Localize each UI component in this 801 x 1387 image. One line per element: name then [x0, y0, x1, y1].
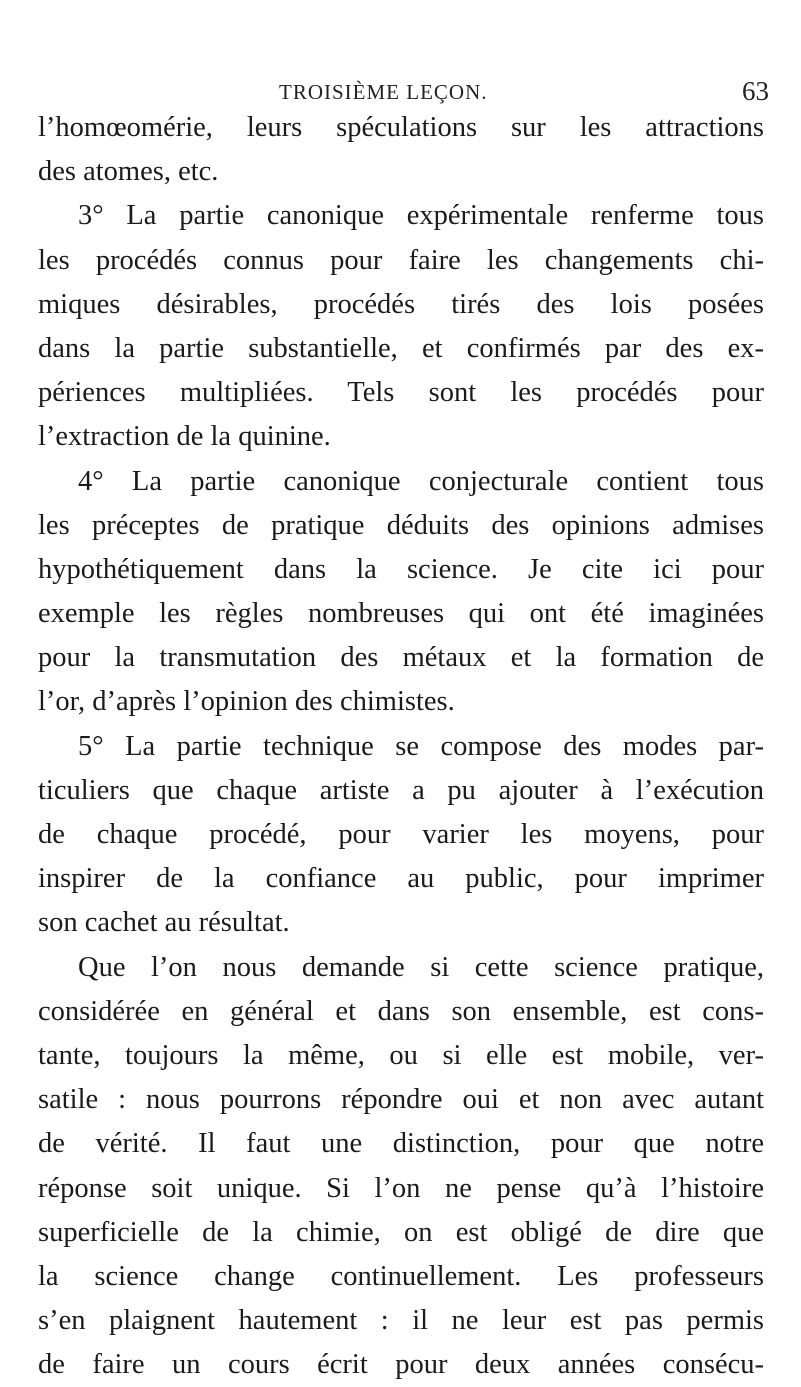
text-line: 5° La partie technique se compose des modes par- [78, 730, 764, 762]
text-line: de chaque procédé, pour varier les moyens, pour [38, 819, 764, 850]
running-head: TROISIÈME LEÇON. [279, 80, 488, 104]
text-line: superficielle de la chimie, on est obligé de dire que [38, 1216, 764, 1248]
text-line: tante, toujours la même, ou si elle est mobile, ver- [38, 1039, 764, 1071]
text-line: 3° La partie canonique expérimentale renferme tous [78, 200, 764, 232]
text-line: les préceptes de pratique déduits des opinions admises [38, 509, 764, 541]
text-line: les procédés connus pour faire les changements chi- [38, 244, 764, 276]
text-line: l’extraction de la quinine. [38, 421, 331, 453]
page-number: 63 [742, 76, 769, 106]
text-line: l’homœomérie, leurs spéculations sur les attractions [38, 112, 764, 143]
text-line: miques désirables, procédés tirés des lois posées [38, 288, 764, 320]
text-line: s’en plaignent hautement : il ne leur est pas permis [38, 1305, 764, 1337]
text-line: de faire un cours écrit pour deux années consécu- [38, 1349, 764, 1381]
text-line: la science change continuellement. Les professeurs [38, 1260, 764, 1292]
text-line: périences multipliées. Tels sont les procédés pour [38, 377, 764, 409]
text-line: exemple les règles nombreuses qui ont été imaginées [38, 598, 764, 630]
text-line: 4° La partie canonique conjecturale contient tous [78, 465, 764, 497]
text-line: son cachet au résultat. [38, 907, 290, 939]
text-line: ticuliers que chaque artiste a pu ajouter à l’exécution [38, 774, 764, 806]
body-text [38, 106, 764, 1387]
text-line: inspirer de la confiance au public, pour imprimer [38, 863, 764, 895]
text-line: dans la partie substantielle, et confirmés par des ex- [38, 332, 764, 364]
text-line: des atomes, etc. [38, 156, 219, 188]
text-line: pour la transmutation des métaux et la formation de [38, 642, 764, 674]
text-line: satile : nous pourrons répondre oui et non avec autant [38, 1084, 764, 1116]
text-line: hypothétiquement dans la science. Je cite ici pour [38, 553, 764, 585]
text-line: Que l’on nous demande si cette science pratique, [78, 951, 764, 983]
text-line: de vérité. Il faut une distinction, pour que notre [38, 1128, 764, 1160]
text-line: considérée en général et dans son ensemble, est cons- [38, 995, 764, 1027]
text-line: l’or, d’après l’opinion des chimistes. [38, 686, 455, 718]
text-line: réponse soit unique. Si l’on ne pense qu’à l’histoire [38, 1172, 764, 1204]
